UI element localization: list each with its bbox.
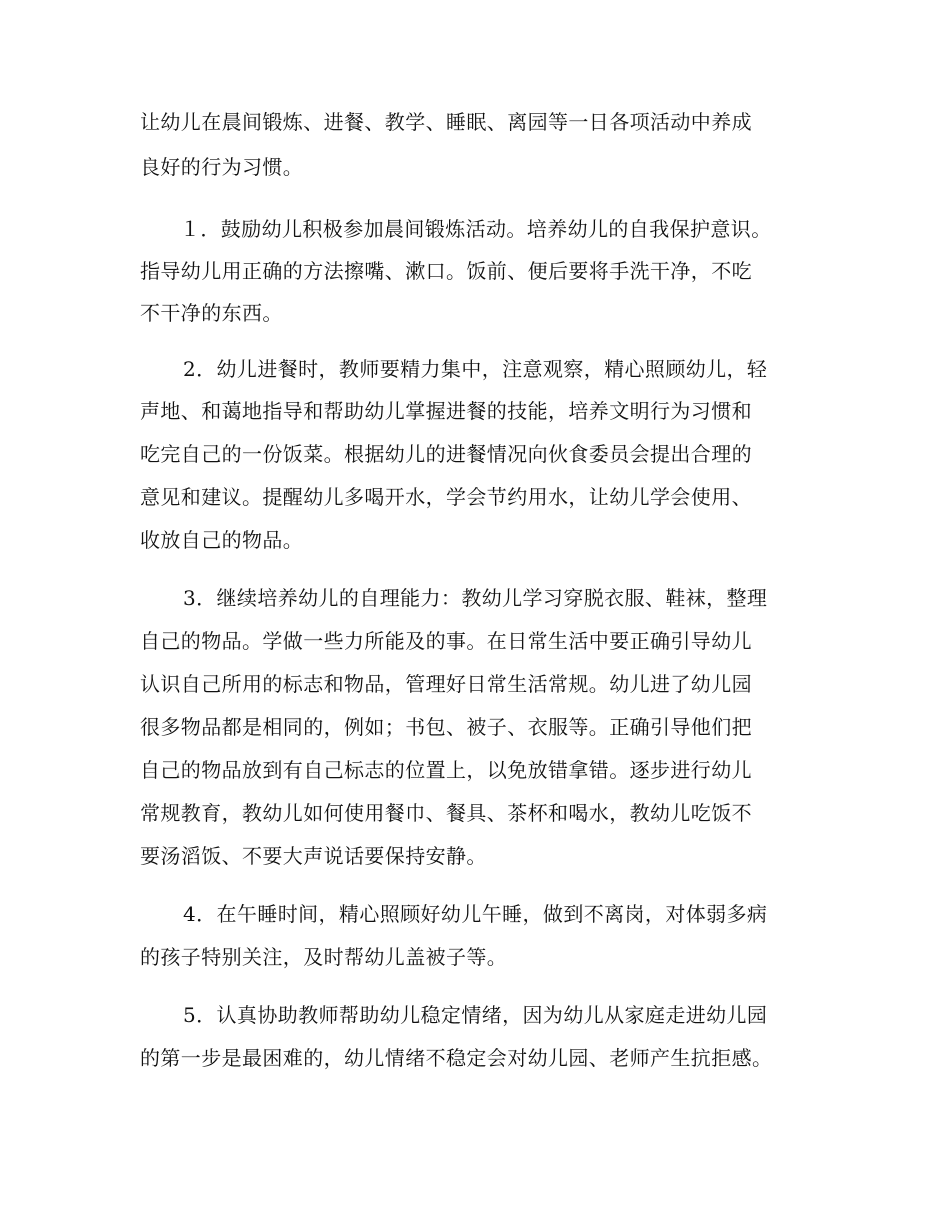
text-line: 3．继续培养幼儿的自理能力：教幼儿学习穿脱衣服、鞋袜，整理	[183, 586, 768, 610]
text-line: 指导幼儿用正确的方法擦嘴、漱口。饭前、便后要将手洗干净，不吃	[140, 259, 752, 283]
text-line: 5．认真协助教师帮助幼儿稳定情绪，因为幼儿从家庭走进幼儿园	[183, 1003, 768, 1027]
text-line: 声地、和蔼地指导和帮助幼儿掌握进餐的技能，培养文明行为习惯和	[140, 399, 752, 423]
text-line: 很多物品都是相同的，例如；书包、被子、衣服等。正确引导他们把	[140, 715, 752, 739]
text-line: 让幼儿在晨间锻炼、进餐、教学、睡眠、离园等一日各项活动中养成	[140, 110, 752, 134]
text-line: 认识自己所用的标志和物品，管理好日常生活常规。幼儿进了幼儿园	[140, 672, 752, 696]
text-line: １．鼓励幼儿积极参加晨间锻炼活动。培养幼儿的自我保护意识。	[180, 217, 772, 241]
text-line: 意见和建议。提醒幼儿多喝开水，学会节约用水，让幼儿学会使用、	[140, 485, 752, 509]
text-line: 的第一步是最困难的，幼儿情绪不稳定会对幼儿园、老师产生抗拒感。	[140, 1046, 773, 1070]
text-line: 自己的物品放到有自己标志的位置上，以免放错拿错。逐步进行幼儿	[140, 758, 752, 782]
text-line: 吃完自己的一份饭菜。根据幼儿的进餐情况向伙食委员会提出合理的	[140, 442, 752, 466]
text-line: 的孩子特别关注，及时帮幼儿盖被子等。	[140, 945, 508, 969]
text-line: 不干净的东西。	[140, 301, 283, 325]
text-line: 2．幼儿进餐时，教师要精力集中，注意观察，精心照顾幼儿，轻	[183, 357, 768, 381]
text-line: 要汤滔饭、不要大声说话要保持安静。	[140, 844, 487, 868]
text-line: 收放自己的物品。	[140, 528, 304, 552]
text-line: 4．在午睡时间，精心照顾好幼儿午睡，做到不离岗，对体弱多病	[183, 902, 768, 926]
text-line: 自己的物品。学做一些力所能及的事。在日常生活中要正确引导幼儿	[140, 629, 752, 653]
text-line: 良好的行为习惯。	[140, 155, 304, 179]
text-line: 常规教育，教幼儿如何使用餐巾、餐具、茶杯和喝水，教幼儿吃饭不	[140, 801, 752, 825]
